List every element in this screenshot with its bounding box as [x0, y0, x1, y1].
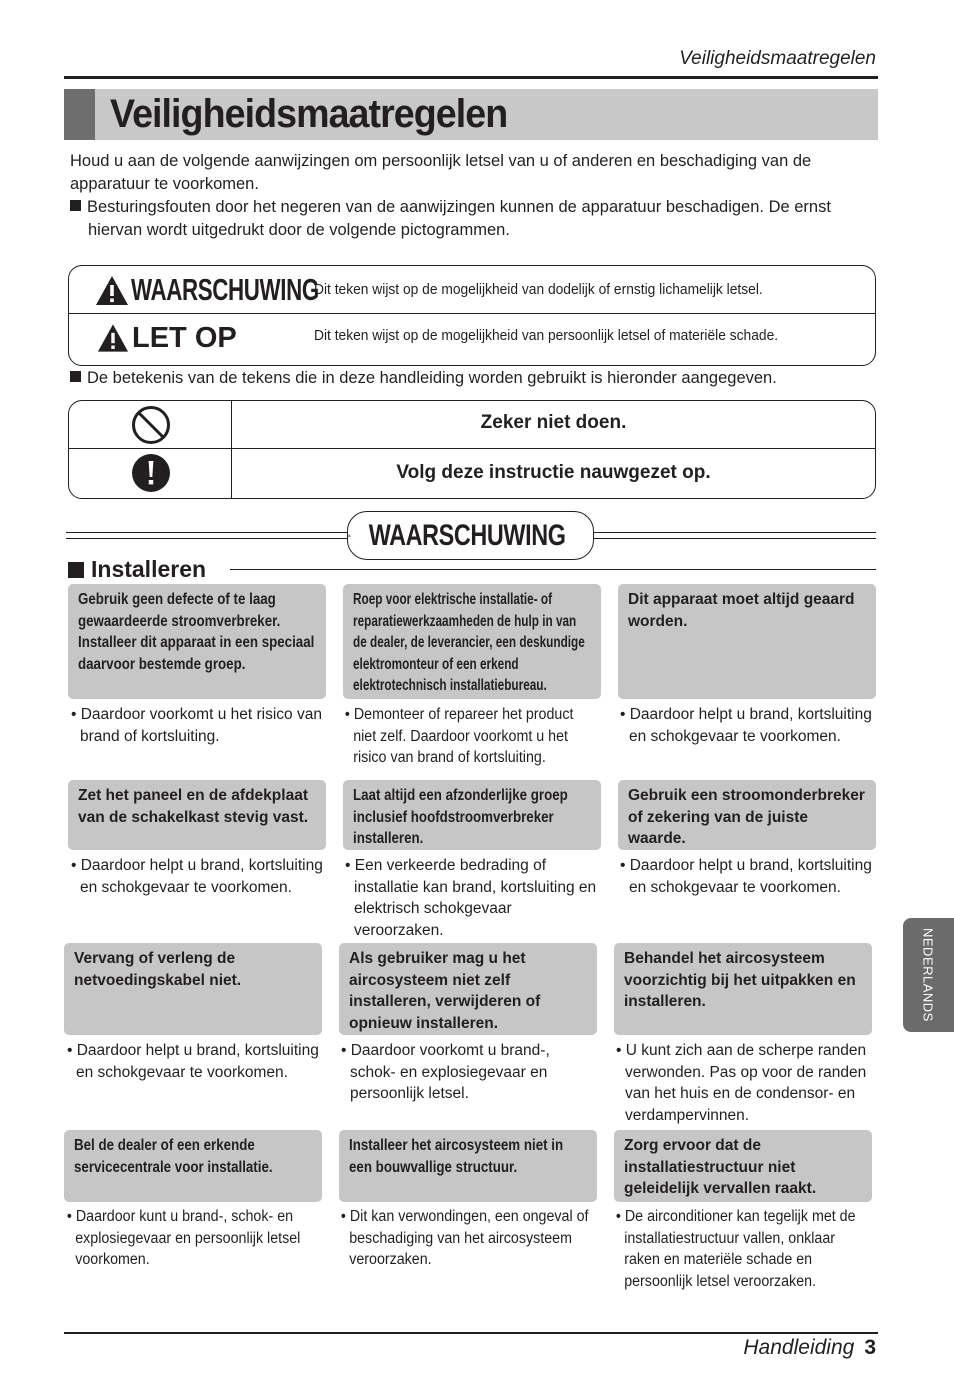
instruction-text-content: Daardoor voorkomt u brand-, schok- en explosiegevaar en persoonlijk letsel.: [350, 1042, 550, 1102]
instruction-title: Gebruik geen defecte of te laag gewaardeerde stroomverbreker. Installeer dit apparaat in een speciaal daarvoor bestemde groep.: [78, 591, 315, 673]
instruction-title: Vervang of verleng de netvoedingskabel niet.: [74, 950, 242, 989]
instruction-text: • De airconditioner kan tegelijk met de installatiestructuur vallen, onklaar raken en materiële schade en persoonlijk letsel veroorzaken.: [615, 1208, 856, 1290]
instruction-text: • Daardoor helpt u brand, kortsluiting en schokgevaar te voorkomen.: [620, 706, 872, 745]
instruction-title: Bel de dealer of een erkende servicecentrale voor installatie.: [74, 1137, 273, 1176]
instruction-box: [339, 1130, 597, 1202]
square-bullet-icon: [70, 371, 81, 382]
instruction-title: Roep voor elektrische installatie- of reparatiewerkzaamheden de hulp in van de dealer, de leverancier, een deskundige elektromonteur of een erkend elektrotechnisch installatiebureau.: [353, 591, 585, 694]
symbol-text-prohibited: Zeker niet doen.: [480, 412, 627, 433]
footer-rule: [64, 1332, 878, 1334]
warning-triangle-icon: [97, 323, 129, 353]
instruction-box: [68, 584, 326, 699]
running-header: Veiligheidsmaatregelen: [679, 48, 876, 69]
instruction-text: • Demonteer of repareer het product niet zelf. Daardoor voorkomt u het risico van brand of kortsluiting.: [344, 706, 574, 766]
instruction-title: Als gebruiker mag u het aircosysteem niet zelf installeren, verwijderen of opnieuw installeren.: [349, 950, 541, 1032]
instruction-text-content: De airconditioner kan tegelijk met de installatiestructuur vallen, onklaar raken en materiële schade en persoonlijk letsel veroorzaken.: [624, 1208, 856, 1290]
title-accent: [64, 89, 95, 140]
page-title: Veiligheidsmaatregelen: [110, 92, 508, 136]
instruction-box: [339, 943, 597, 1035]
banner-text: WAARSCHUWING: [368, 518, 566, 552]
intro: [70, 150, 870, 242]
instruction-text: • Daardoor kunt u brand-, schok- en explosiegevaar en persoonlijk letsel voorkomen.: [66, 1208, 301, 1268]
signal-divider: [69, 313, 875, 314]
instruction-box: [343, 584, 601, 699]
legend-intro-text: De betekenis van de tekens die in deze handleiding worden gebruikt is hieronder aangegeven.: [87, 369, 777, 387]
banner-line-left: [66, 532, 347, 539]
instruction-text: • Daardoor voorkomt u het risico van brand of kortsluiting.: [71, 706, 322, 745]
instruction-box: [618, 780, 876, 850]
warning-triangle-icon: [95, 275, 129, 306]
warning-banner: [347, 511, 594, 560]
instruction-title: Zet het paneel en de afdekplaat van de schakelkast stevig vast.: [78, 787, 309, 826]
instruction-text-content: Dit kan verwondingen, een ongeval of beschadiging van het aircosysteem veroorzaken.: [349, 1208, 589, 1268]
instruction-text-content: Daardoor helpt u brand, kortsluiting en schokgevaar te voorkomen.: [629, 857, 872, 896]
caution-description: Dit teken wijst op de mogelijkheid van persoonlijk letsel of materiële schade.: [314, 327, 779, 344]
instruction-text: • Daardoor helpt u brand, kortsluiting en schokgevaar te voorkomen.: [620, 857, 872, 896]
instruction-text: • U kunt zich aan de scherpe randen verwonden. Pas op voor de randen van het huis en de condensor- en verdampervinnen.: [616, 1042, 867, 1124]
instruction-box: [64, 1130, 322, 1202]
language-tab-label: NEDERLANDS: [920, 928, 936, 1022]
instruction-text-content: Daardoor kunt u brand-, schok- en explosiegevaar en persoonlijk letsel voorkomen.: [75, 1208, 301, 1268]
footer-label: Handleiding: [743, 1336, 855, 1359]
intro-bullet: [70, 196, 870, 242]
prohibition-icon: [131, 405, 171, 445]
instruction-box: [614, 1130, 872, 1202]
instruction-text-content: Daardoor helpt u brand, kortsluiting en schokgevaar te voorkomen.: [80, 857, 323, 896]
instruction-title: Zorg ervoor dat de installatiestructuur niet geleidelijk vervallen raakt.: [624, 1137, 817, 1197]
instruction-box: [68, 780, 326, 850]
instruction-box: [614, 943, 872, 1035]
square-bullet-icon: [70, 200, 81, 211]
instruction-text-content: Daardoor helpt u brand, kortsluiting en schokgevaar te voorkomen.: [629, 706, 872, 745]
instruction-text: • Daardoor helpt u brand, kortsluiting en schokgevaar te voorkomen.: [71, 857, 323, 896]
instruction-box: [618, 584, 876, 699]
instruction-text-content: Een verkeerde bedrading of installatie kan brand, kortsluiting en elektrisch schokgevaar veroorzaken.: [354, 857, 597, 939]
instruction-text-content: U kunt zich aan de scherpe randen verwonden. Pas op voor de randen van het huis en de condensor- en verdampervinnen.: [625, 1042, 867, 1124]
intro-paragraph: Houd u aan de volgende aanwijzingen om persoonlijk letsel van u of anderen en beschadiging van de apparatuur te voorkomen.: [70, 152, 812, 193]
instruction-text-content: Daardoor helpt u brand, kortsluiting en schokgevaar te voorkomen.: [76, 1042, 319, 1081]
instruction-title: Dit apparaat moet altijd geaard worden.: [628, 591, 855, 630]
instruction-text-content: Demonteer of repareer het product niet zelf. Daardoor voorkomt u het risico van brand of kortsluiting.: [353, 706, 574, 766]
warning-triangle-icon: [348, 521, 351, 550]
square-bullet-icon: [68, 562, 84, 578]
symbol-row-divider: [69, 448, 875, 449]
legend-intro: [70, 369, 777, 388]
instruction-title: Gebruik een stroomonderbreker of zekering van de juiste waarde.: [628, 787, 865, 847]
warning-description: Dit teken wijst op de mogelijkheid van dodelijk of ernstig lichamelijk letsel.: [314, 281, 763, 298]
instruction-text: • Dit kan verwondingen, een ongeval of beschadiging van het aircosysteem veroorzaken.: [340, 1208, 589, 1268]
instruction-text-content: Daardoor voorkomt u het risico van brand of kortsluiting.: [80, 706, 322, 745]
instruction-title: Laat altijd een afzonderlijke groep inclusief hoofdstroomverbreker installeren.: [353, 787, 568, 847]
instruction-text: • Een verkeerde bedrading of installatie kan brand, kortsluiting en elektrisch schokgevaar veroorzaken.: [345, 857, 597, 939]
warning-label-text: WAARSCHUWING: [131, 272, 319, 307]
header-rule: [64, 76, 878, 79]
section-heading: [68, 556, 206, 583]
intro-bullet-text: Besturingsfouten door het negeren van de aanwijzingen kunnen de apparatuur beschadigen. De ernst hiervan wordt uitgedrukt door de volgende pictogrammen.: [87, 198, 831, 239]
instruction-text: • Daardoor voorkomt u brand-, schok- en explosiegevaar en persoonlijk letsel.: [341, 1042, 550, 1102]
page-number: 3: [864, 1336, 876, 1359]
exclamation-icon: [131, 453, 171, 493]
section-heading-text: Installeren: [91, 556, 207, 582]
symbol-text-mandatory: Volg deze instructie nauwgezet op.: [396, 462, 711, 483]
instruction-title: Installeer het aircosysteem niet in een bouwvallige structuur.: [349, 1137, 564, 1176]
caution-label-text: LET OP: [132, 321, 237, 354]
instruction-text: • Daardoor helpt u brand, kortsluiting en schokgevaar te voorkomen.: [67, 1042, 319, 1081]
caution-label: [97, 320, 237, 356]
footer: [743, 1336, 876, 1360]
instruction-title: Behandel het aircosysteem voorzichtig bij het uitpakken en installeren.: [624, 950, 856, 1010]
section-rule: [230, 569, 876, 570]
instruction-box: [64, 943, 322, 1035]
banner-line-right: [593, 532, 876, 539]
instruction-box: [343, 780, 601, 850]
